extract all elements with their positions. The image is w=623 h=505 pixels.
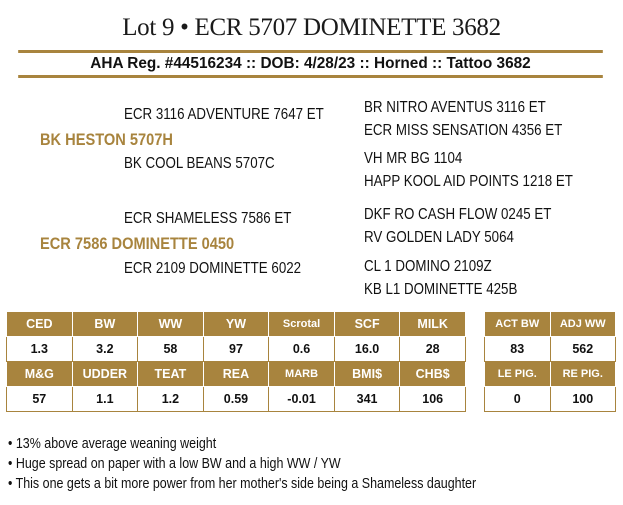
epd-value: 106 xyxy=(400,387,466,412)
epd-table xyxy=(6,311,466,412)
epd-header: YW xyxy=(203,312,269,337)
sire-sire-dam: ECR MISS SENSATION 4356 ET xyxy=(364,122,563,139)
epd-header: SCF xyxy=(334,312,400,337)
epd-header: BMI$ xyxy=(334,362,400,387)
actual-value: 100 xyxy=(550,387,616,412)
note-item: • 13% above average weaning weight xyxy=(8,436,217,452)
epd-value: 0.6 xyxy=(269,337,335,362)
registration-line: AHA Reg. #44516234 :: DOB: 4/28/23 :: Horned :: Tattoo 3682 xyxy=(18,50,603,78)
actual-table xyxy=(484,311,616,412)
sire-dam-dam: HAPP KOOL AID POINTS 1218 ET xyxy=(364,173,573,190)
epd-header: REA xyxy=(203,362,269,387)
sire: BK HESTON 5707H xyxy=(40,130,173,149)
sire-dam-sire: VH MR BG 1104 xyxy=(364,150,463,167)
sire-sire: ECR 3116 ADVENTURE 7647 ET xyxy=(124,106,324,123)
dam-dam-sire: CL 1 DOMINO 2109Z xyxy=(364,258,492,275)
epd-value-row-1 xyxy=(7,337,466,362)
note-item: • Huge spread on paper with a low BW and a high WW / YW xyxy=(8,456,341,472)
lot-title: Lot 9 • ECR 5707 DOMINETTE 3682 xyxy=(122,14,501,41)
epd-value: -0.01 xyxy=(269,387,335,412)
actual-value-row-2 xyxy=(485,387,616,412)
actual-value: 562 xyxy=(550,337,616,362)
epd-header: TEAT xyxy=(138,362,204,387)
epd-header: CED xyxy=(7,312,73,337)
epd-value: 58 xyxy=(138,337,204,362)
actual-header-row-2 xyxy=(485,362,616,387)
sire-dam: BK COOL BEANS 5707C xyxy=(124,155,275,172)
epd-header: WW xyxy=(138,312,204,337)
actual-header: ADJ WW xyxy=(550,312,616,337)
note-item: • This one gets a bit more power from her mother's side being a Shameless daughter xyxy=(8,476,477,492)
dam-sire-dam: RV GOLDEN LADY 5064 xyxy=(364,229,514,246)
actual-header: LE PIG. xyxy=(485,362,551,387)
epd-header: MILK xyxy=(400,312,466,337)
actual-value: 0 xyxy=(485,387,551,412)
epd-header: Scrotal xyxy=(269,312,335,337)
epd-value: 57 xyxy=(7,387,73,412)
dam-sire: ECR SHAMELESS 7586 ET xyxy=(124,210,292,227)
actual-value-row-1 xyxy=(485,337,616,362)
epd-header-row-1 xyxy=(7,312,466,337)
epd-header: CHB$ xyxy=(400,362,466,387)
epd-value: 1.3 xyxy=(7,337,73,362)
dam-dam-dam: KB L1 DOMINETTE 425B xyxy=(364,281,518,298)
epd-header: BW xyxy=(72,312,138,337)
actual-header: ACT BW xyxy=(485,312,551,337)
notes-list xyxy=(8,434,618,494)
epd-value: 341 xyxy=(334,387,400,412)
dam: ECR 7586 DOMINETTE 0450 xyxy=(40,234,235,253)
epd-value: 97 xyxy=(203,337,269,362)
epd-value: 1.2 xyxy=(138,387,204,412)
epd-value-row-2 xyxy=(7,387,466,412)
epd-value: 28 xyxy=(400,337,466,362)
actual-value: 83 xyxy=(485,337,551,362)
dam-sire-sire: DKF RO CASH FLOW 0245 ET xyxy=(364,206,552,223)
epd-header: MARB xyxy=(269,362,335,387)
sire-sire-sire: BR NITRO AVENTUS 3116 ET xyxy=(364,99,546,116)
epd-header: M&G xyxy=(7,362,73,387)
dam-dam: ECR 2109 DOMINETTE 6022 xyxy=(124,260,302,277)
epd-value: 1.1 xyxy=(72,387,138,412)
epd-value: 3.2 xyxy=(72,337,138,362)
actual-header-row-1 xyxy=(485,312,616,337)
epd-value: 0.59 xyxy=(203,387,269,412)
epd-value: 16.0 xyxy=(334,337,400,362)
epd-header-row-2 xyxy=(7,362,466,387)
epd-header: UDDER xyxy=(72,362,138,387)
actual-header: RE PIG. xyxy=(550,362,616,387)
